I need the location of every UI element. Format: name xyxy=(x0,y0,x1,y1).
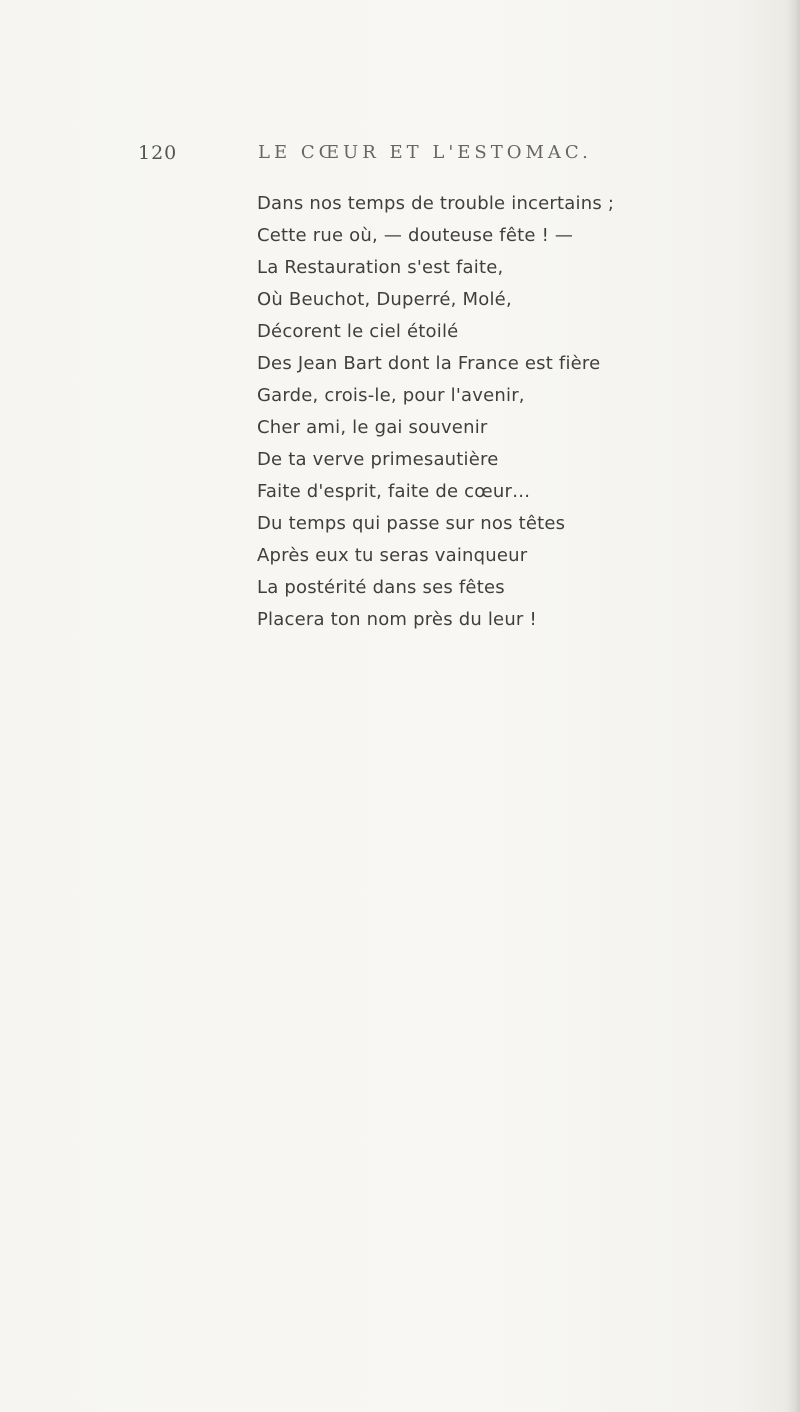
running-head: LE CŒUR ET L'ESTOMAC. xyxy=(258,142,592,163)
poem-stanza xyxy=(257,188,677,636)
poem-line: Après eux tu seras vainqueur xyxy=(257,545,528,566)
poem-line: Où Beuchot, Duperré, Molé, xyxy=(257,289,512,310)
poem-line: Dans nos temps de trouble incertains ; xyxy=(257,193,615,214)
poem-line: Garde, crois-le, pour l'avenir, xyxy=(257,385,525,406)
poem-line: Placera ton nom près du leur ! xyxy=(257,609,537,630)
page-number: 120 xyxy=(138,142,178,164)
poem-line: La postérité dans ses fêtes xyxy=(257,577,505,598)
page-edge-shadow xyxy=(786,0,800,1412)
poem-line: Cette rue où, — douteuse fête ! — xyxy=(257,225,574,246)
poem-line: Décorent le ciel étoilé xyxy=(257,321,459,342)
poem-line: Faite d'esprit, faite de cœur… xyxy=(257,481,531,502)
poem-line: De ta verve primesautière xyxy=(257,449,499,470)
poem-line: Des Jean Bart dont la France est fière xyxy=(257,353,601,374)
page-header xyxy=(138,142,658,172)
poem-line: Du temps qui passe sur nos têtes xyxy=(257,513,566,534)
poem-line: La Restauration s'est faite, xyxy=(257,257,504,278)
poem-line: Cher ami, le gai souvenir xyxy=(257,417,488,438)
